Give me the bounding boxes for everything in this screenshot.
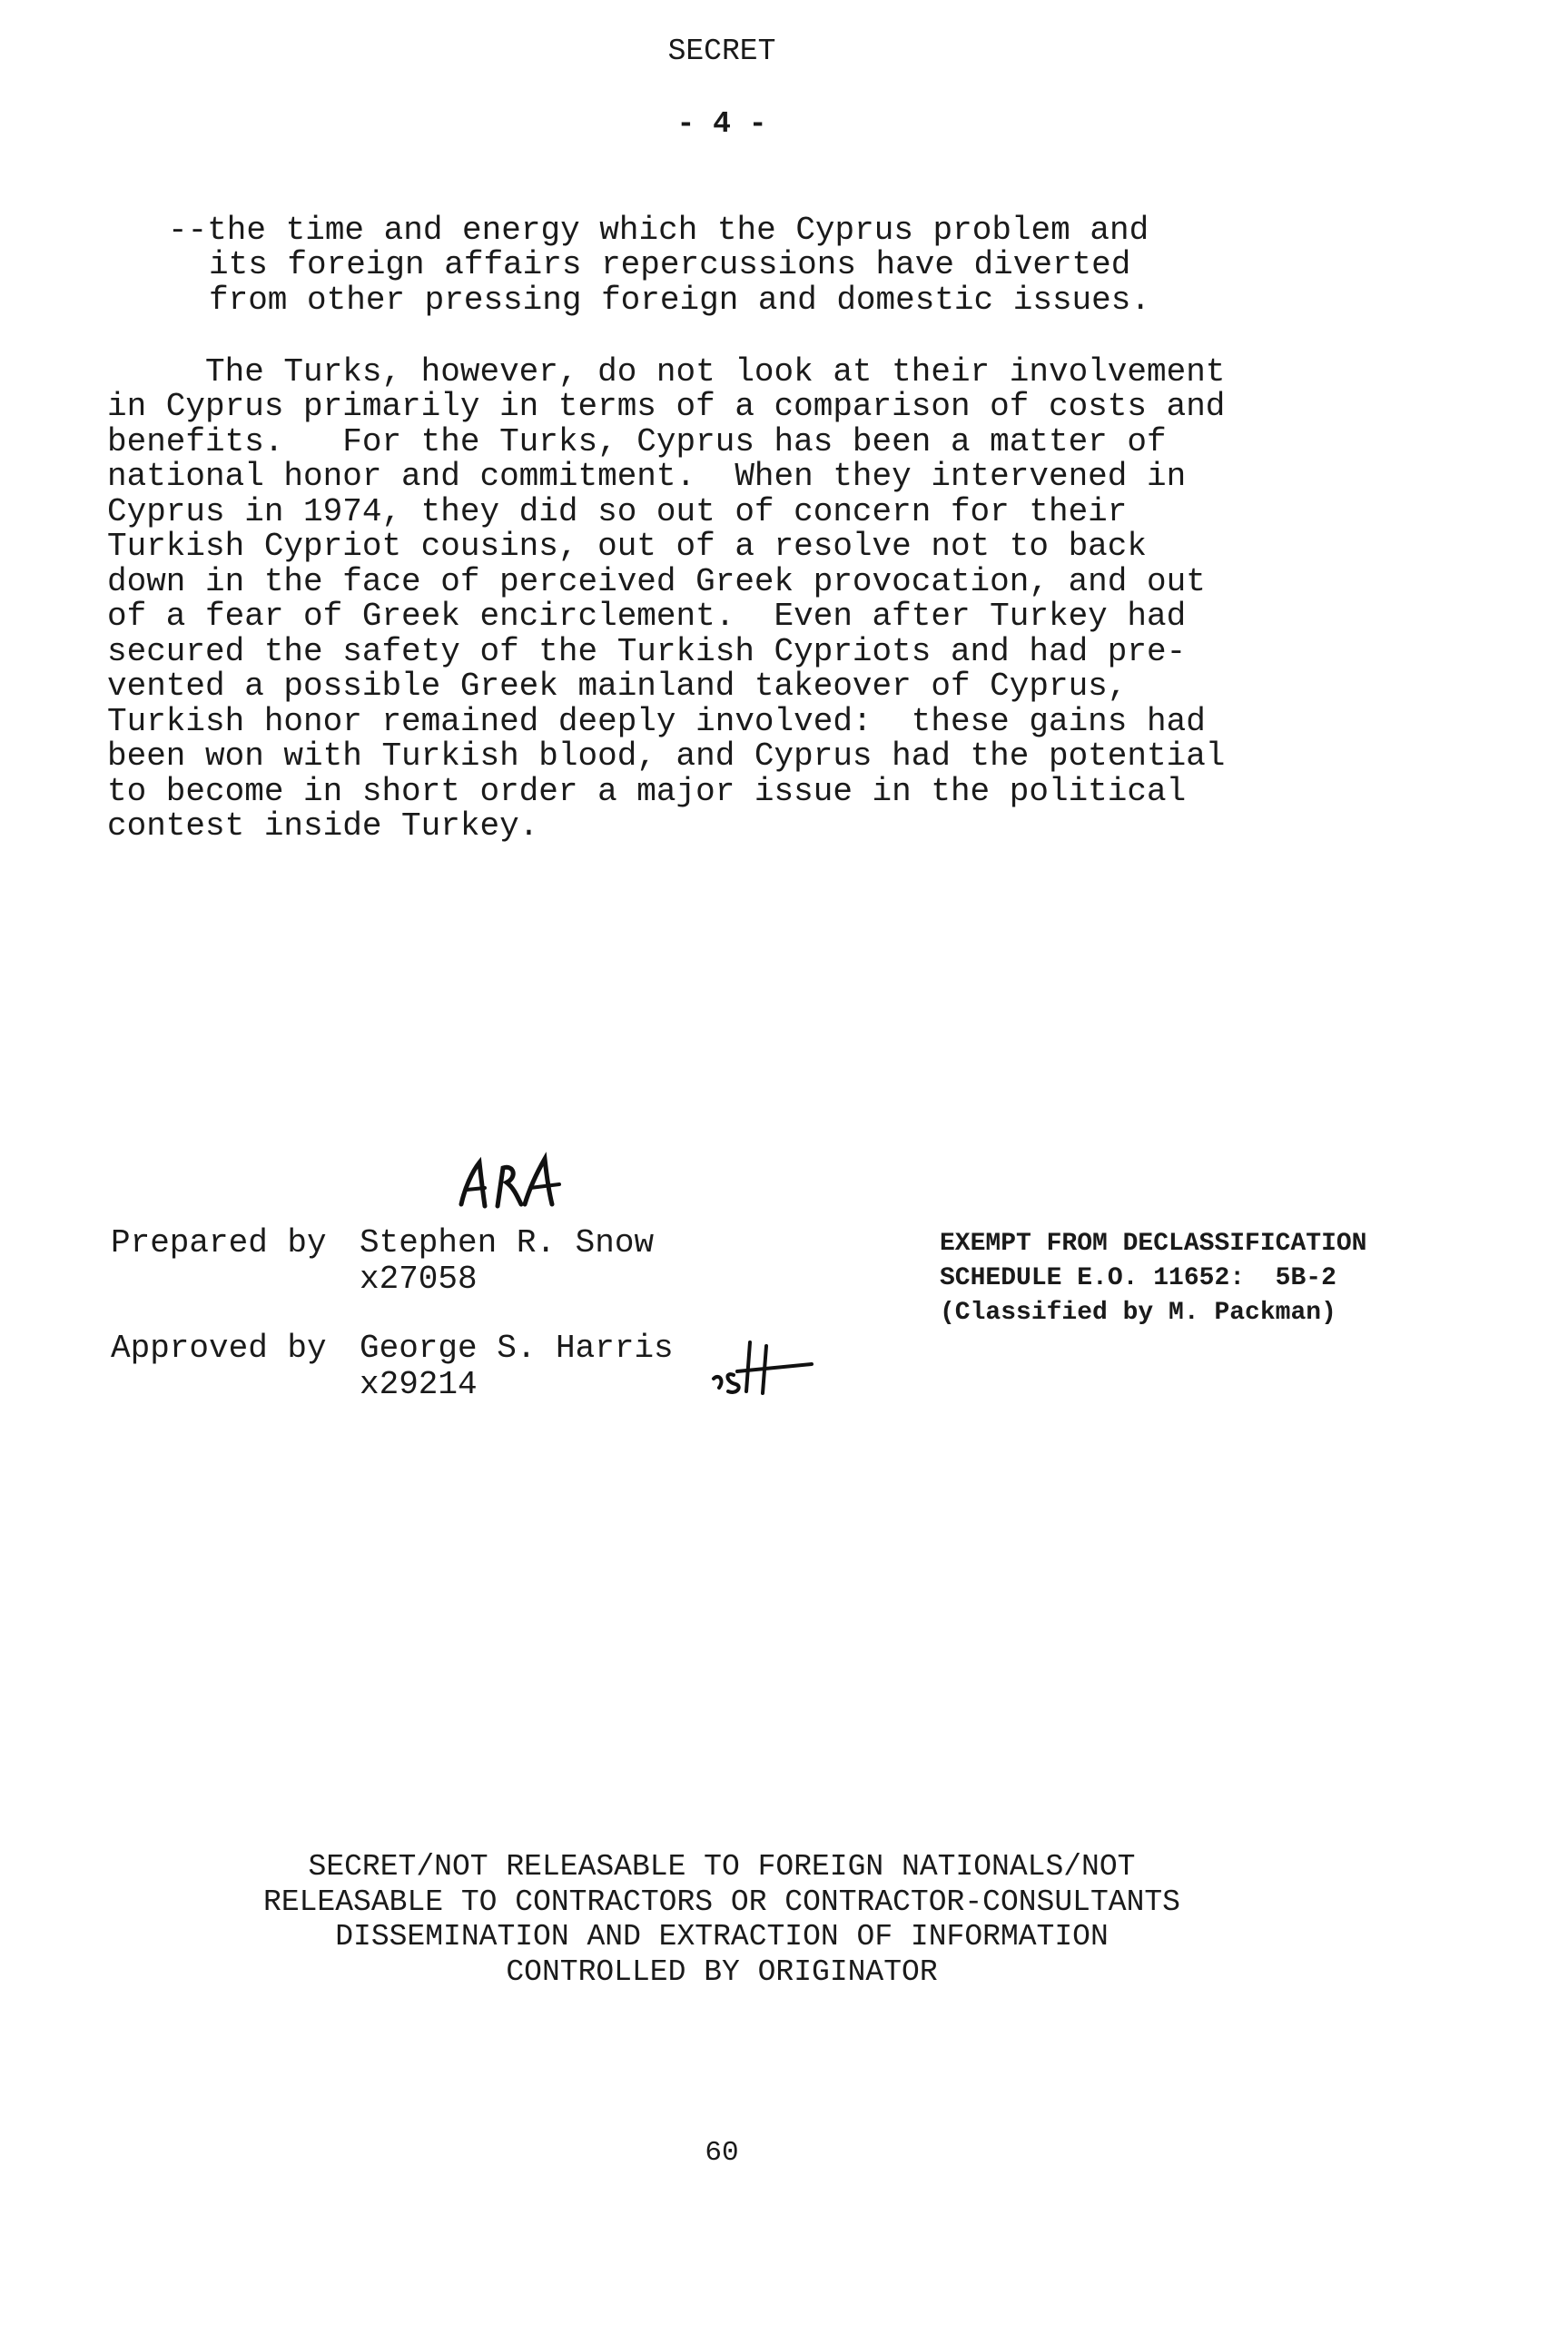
caveat-line: RELEASABLE TO CONTRACTORS OR CONTRACTOR-CONSULTANTS — [263, 1885, 1180, 1919]
paragraph-line: of a fear of Greek encirclement. Even after Turkey had — [107, 598, 1187, 635]
paragraph-line: secured the safety of the Turkish Cypriots and had pre- — [107, 633, 1187, 670]
paragraph-line: benefits. For the Turks, Cyprus has been a matter of — [107, 423, 1167, 460]
page-number: 60 — [705, 2137, 739, 2169]
exemption-line: (Classified by M. Packman) — [940, 1299, 1336, 1327]
prepared-by-extension: x27058 — [360, 1261, 478, 1298]
caveat-line: CONTROLLED BY ORIGINATOR — [506, 1955, 938, 1989]
paragraph-line: Turkish honor remained deeply involved: these gains had — [107, 703, 1206, 740]
paragraph-line: contest inside Turkey. — [107, 807, 539, 845]
paragraph-line: down in the face of perceived Greek provocation, and out — [107, 563, 1206, 600]
page-marker: - 4 - — [676, 107, 767, 141]
approved-by-extension: x29214 — [360, 1366, 478, 1403]
paragraph-line: Cyprus in 1974, they did so out of concern for their — [107, 493, 1128, 530]
bullet-line: its foreign affairs repercussions have diverted — [209, 246, 1131, 283]
bullet-line: --the time and energy which the Cyprus problem and — [168, 212, 1149, 249]
prepared-by-label: Prepared by — [111, 1224, 327, 1261]
caveat-line: SECRET/NOT RELEASABLE TO FOREIGN NATIONALS/NOT — [308, 1850, 1136, 1884]
classification-header: SECRET — [667, 35, 776, 68]
paragraph-line: Turkish Cypriot cousins, out of a resolve not to back — [107, 528, 1147, 565]
caveat-line: DISSEMINATION AND EXTRACTION OF INFORMATION — [335, 1920, 1109, 1954]
paragraph-line: national honor and commitment. When they intervened in — [107, 458, 1187, 495]
approved-by-label: Approved by — [111, 1330, 327, 1367]
prepared-by-name: Stephen R. Snow — [360, 1224, 655, 1261]
paragraph-line: The Turks, however, do not look at their involvement — [107, 353, 1226, 391]
approved-by-name: George S. Harris — [360, 1330, 674, 1367]
paragraph-line: vented a possible Greek mainland takeover of Cyprus, — [107, 668, 1128, 705]
bullet-line: from other pressing foreign and domestic issues. — [209, 282, 1150, 319]
initials-signature-harris — [710, 1335, 819, 1399]
paragraph-line: in Cyprus primarily in terms of a comparison of costs and — [107, 388, 1226, 425]
initials-signature-snow — [454, 1152, 581, 1215]
paragraph-line: to become in short order a major issue in the political — [107, 773, 1187, 810]
exemption-line: EXEMPT FROM DECLASSIFICATION — [940, 1230, 1367, 1258]
exemption-line: SCHEDULE E.O. 11652: 5B-2 — [940, 1264, 1336, 1292]
paragraph-line: been won with Turkish blood, and Cyprus had the potential — [107, 737, 1226, 775]
